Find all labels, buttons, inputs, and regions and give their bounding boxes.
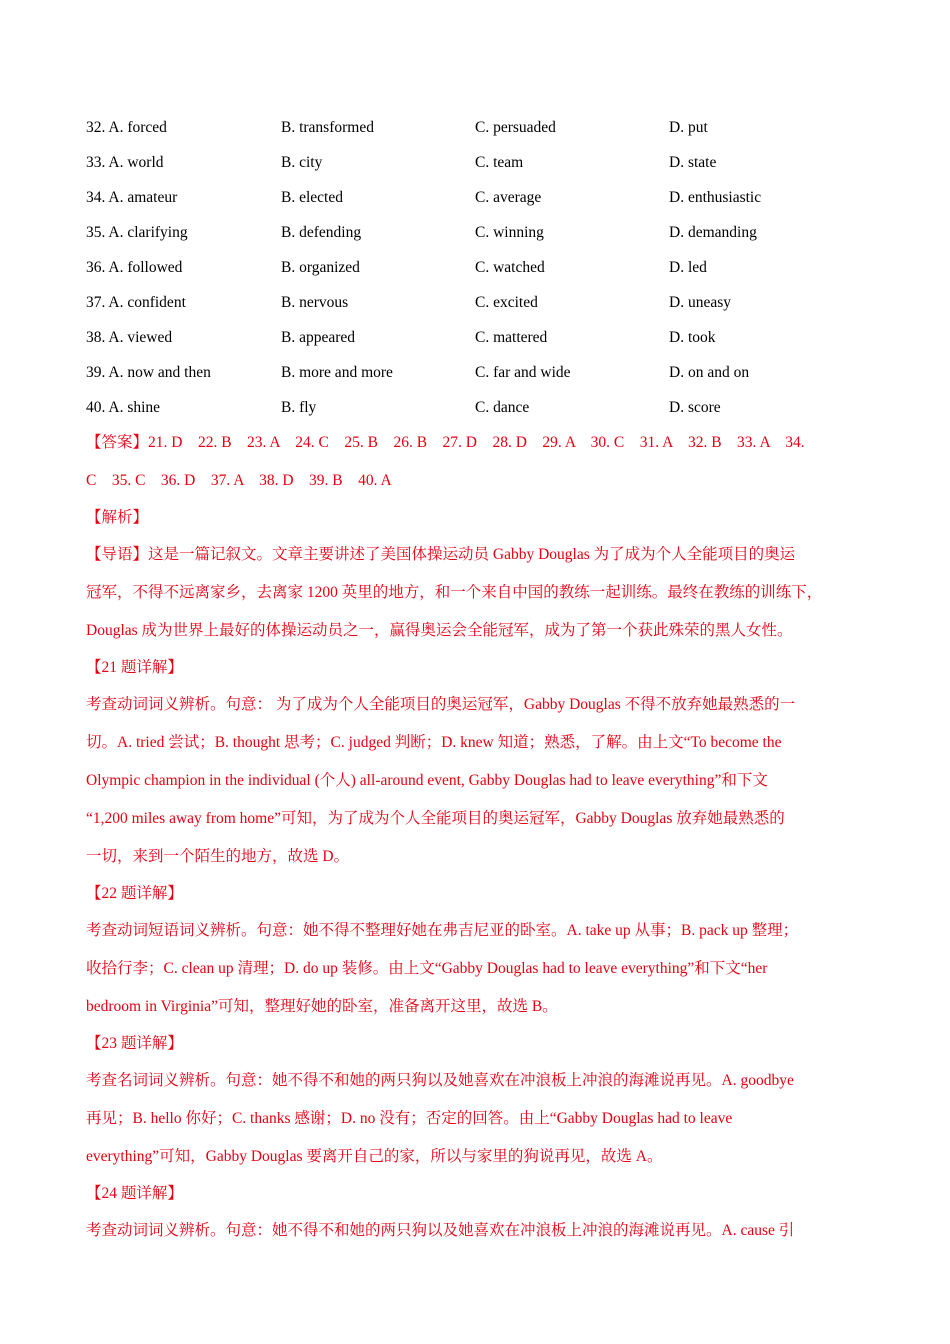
q21-line: “1,200 miles away from home”可知，为了成为个人全能项目的奥运冠军，Gabby Douglas 放弃她最熟悉的	[86, 810, 785, 827]
q23-heading: 【23 题详解】	[86, 1035, 183, 1052]
guide-line: 【导语】这是一篇记叙文。文章主要讲述了美国体操运动员 Gabby Douglas 为了成为个人全能项目的奥运	[86, 546, 796, 563]
option-row-39	[86, 355, 886, 390]
guide-line: 冠军，不得不远离家乡，去离家 1200 英里的地方，和一个来自中国的教练一起训练。最终在教练的训练下，	[86, 584, 823, 601]
option-b: B. defending	[281, 224, 362, 241]
q22-line: 考查动词短语词义辨析。句意：她不得不整理好她在弗吉尼亚的卧室。A. take up 从事；B. pack up 整理；	[86, 922, 799, 939]
option-c: C. mattered	[475, 329, 548, 346]
option-b: B. city	[281, 154, 323, 171]
option-d: D. score	[669, 399, 721, 416]
option-row-35	[86, 215, 886, 250]
option-row-37	[86, 285, 886, 320]
option-b: B. fly	[281, 399, 317, 416]
option-a: 34. A. amateur	[86, 189, 178, 206]
answer-line-1: 【答案】21. D 22. B 23. A 24. C 25. B 26. B 27. D 28. D 29. A 30. C 31. A 32. B 33. A 34.	[86, 434, 805, 451]
option-a: 39. A. now and then	[86, 364, 211, 381]
option-d: D. enthusiastic	[669, 189, 762, 206]
option-row-36	[86, 250, 886, 285]
option-row-32	[86, 110, 886, 145]
q21-heading: 【21 题详解】	[86, 659, 183, 676]
q23-line: 再见；B. hello 你好；C. thanks 感谢；D. no 没有；否定的回答。由上“Gabby Douglas had to leave	[86, 1110, 733, 1127]
option-c: C. far and wide	[475, 364, 571, 381]
option-a: 36. A. followed	[86, 259, 183, 276]
option-b: B. nervous	[281, 294, 349, 311]
q24-line: 考查动词词义辨析。句意：她不得不和她的两只狗以及她喜欢在冲浪板上冲浪的海滩说再见。A. cause 引	[86, 1222, 795, 1239]
q21-line: 考查动词词义辨析。句意： 为了成为个人全能项目的奥运冠军，Gabby Douglas 不得不放弃她最熟悉的一	[86, 696, 796, 713]
option-d: D. put	[669, 119, 708, 136]
option-c: C. winning	[475, 224, 544, 241]
option-d: D. state	[669, 154, 717, 171]
option-c: C. persuaded	[475, 119, 556, 136]
option-row-33	[86, 145, 886, 180]
option-c: C. team	[475, 154, 524, 171]
option-a: 32. A. forced	[86, 119, 167, 136]
analysis-heading: 【解析】	[86, 509, 149, 526]
q23-line: everything”可知，Gabby Douglas 要离开自己的家，所以与家里的狗说再见，故选 A。	[86, 1148, 663, 1165]
q22-line: 收拾行李；C. clean up 清理；D. do up 装修。由上文“Gabby Douglas had to leave everything”和下文“her	[86, 960, 768, 977]
option-a: 40. A. shine	[86, 399, 161, 416]
option-row-40	[86, 390, 886, 425]
q22-line: bedroom in Virginia”可知，整理好她的卧室，准备离开这里，故选 B。	[86, 998, 558, 1015]
option-b: B. elected	[281, 189, 343, 206]
option-b: B. appeared	[281, 329, 356, 346]
option-c: C. watched	[475, 259, 545, 276]
option-d: D. on and on	[669, 364, 750, 381]
option-d: D. led	[669, 259, 707, 276]
q23-line: 考查名词词义辨析。句意：她不得不和她的两只狗以及她喜欢在冲浪板上冲浪的海滩说再见。A. goodbye	[86, 1072, 794, 1089]
option-a: 35. A. clarifying	[86, 224, 188, 241]
option-row-34	[86, 180, 886, 215]
answer-line-2: C 35. C 36. D 37. A 38. D 39. B 40. A	[86, 472, 392, 489]
option-row-38	[86, 320, 886, 355]
option-table	[86, 110, 886, 425]
option-b: B. transformed	[281, 119, 374, 136]
option-b: B. organized	[281, 259, 360, 276]
q21-line: Olympic champion in the individual (个人) all-around event, Gabby Douglas had to leave everything”和下文	[86, 772, 768, 789]
q21-line: 切。A. tried 尝试；B. thought 思考；C. judged 判断；D. knew 知道；熟悉，了解。由上文“To become the	[86, 734, 782, 751]
analysis-section	[86, 500, 876, 1250]
option-a: 37. A. confident	[86, 294, 186, 311]
option-d: D. uneasy	[669, 294, 731, 311]
option-d: D. demanding	[669, 224, 757, 241]
guide-line: Douglas 成为世界上最好的体操运动员之一，赢得奥运会全能冠军，成为了第一个获此殊荣的黑人女性。	[86, 622, 793, 639]
option-c: C. excited	[475, 294, 538, 311]
option-a: 33. A. world	[86, 154, 164, 171]
option-c: C. average	[475, 189, 542, 206]
q21-line: 一切，来到一个陌生的地方，故选 D。	[86, 848, 350, 865]
q22-heading: 【22 题详解】	[86, 885, 183, 902]
q24-heading: 【24 题详解】	[86, 1185, 183, 1202]
option-a: 38. A. viewed	[86, 329, 173, 346]
option-d: D. took	[669, 329, 716, 346]
option-c: C. dance	[475, 399, 530, 416]
option-b: B. more and more	[281, 364, 393, 381]
answer-key	[86, 424, 876, 500]
